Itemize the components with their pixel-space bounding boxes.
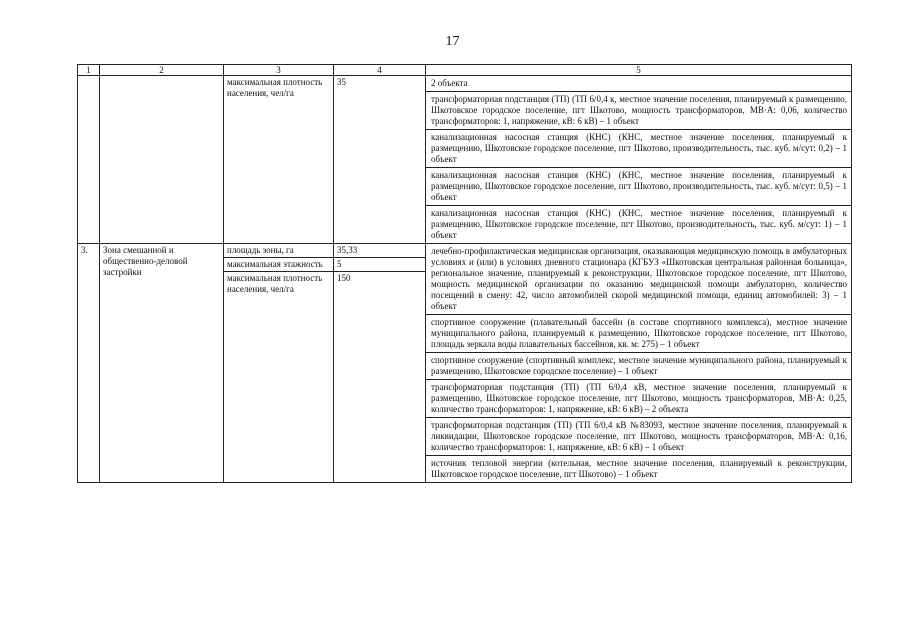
object-item: трансформаторная подстанция (ТП) (ТП 6/0,4 к, местное значение поселения, планируемый к размещению, Шкотовское городское поселение, пгт Шкотово, мощность трансформаторов, МВ·А: 0,06, количество трансформаторов: 1, напряжение, кВ: 6 кВ) – 1 объект xyxy=(426,91,851,129)
parameter-names-cell xyxy=(224,244,334,483)
column-number: 5 xyxy=(426,65,852,76)
column-number: 2 xyxy=(100,65,224,76)
zones-table xyxy=(77,64,852,483)
object-item: трансформаторная подстанция (ТП) (ТП 6/0,4 кВ №83093, местное значение поселения, планируемый к ликвидации, Шкотовское городское поселение, пгт Шкотово, мощность трансформаторов, МВ·А: 0,16, количество трансформаторов: 1, напряжение, кВ: 6 кВ) – 1 объект xyxy=(426,417,851,455)
parameter-value: 150 xyxy=(334,271,425,285)
object-item: 2 объекта xyxy=(431,78,468,88)
objects-cell xyxy=(426,76,852,244)
parameter-name: площадь зоны, га xyxy=(227,245,294,255)
object-item: канализационная насосная станция (КНС) (КНС, местное значение поселения, планируемый к размещению, Шкотовское городское поселение, пгт Шкотово, производительность, тыс. куб. м/сут: 0,5) – 1 объект xyxy=(426,167,851,205)
parameter-name-cell: максимальная плотность населения, чел/га xyxy=(224,76,334,244)
parameter-value: 5 xyxy=(334,257,425,271)
object-item: спортивное сооружение (плавательный бассейн (в составе спортивного комплекса), местное значение муниципального района, планируемый к размещению, Шкотовское городское поселение, пгт Шкотово, площадь зеркала воды плавательных бассейнов, кв. м: 275) – 1 объект xyxy=(426,314,851,352)
column-number: 4 xyxy=(334,65,426,76)
column-number-row xyxy=(78,65,852,76)
row-number-cell xyxy=(78,76,100,244)
zone-name-cell xyxy=(100,76,224,244)
parameter-values-cell xyxy=(334,244,426,483)
parameter-name: максимальная плотность населения, чел/га xyxy=(224,271,333,296)
object-item: трансформаторная подстанция (ТП) (ТП 6/0,4 кВ, местное значение поселения, планируемый к размещению, Шкотовское городское поселение, пгт Шкотово, мощность трансформаторов, МВ·А: 0,25, количество трансформаторов: 1, напряжение, кВ: 6 кВ) – 2 объекта xyxy=(426,379,851,417)
object-item: спортивное сооружение (спортивный комплекс, местное значение муниципального района, планируемый к размещению, Шкотовское городское поселение) – 1 объект xyxy=(426,352,851,379)
objects-cell xyxy=(426,244,852,483)
page-number: 17 xyxy=(445,34,460,49)
table-row xyxy=(78,76,852,244)
parameter-value: 35,33 xyxy=(337,245,358,255)
row-number-cell: 3. xyxy=(78,244,100,483)
object-item: канализационная насосная станция (КНС) (КНС, местное значение поселения, планируемый к размещению, Шкотовское городское поселение, пгт Шкотово, производительность, тыс. куб. м/сут: 0,2) – 1 объект xyxy=(426,129,851,167)
column-number: 3 xyxy=(224,65,334,76)
table-row xyxy=(78,244,852,483)
object-item: канализационная насосная станция (КНС) (КНС, местное значение поселения, планируемый к размещению, Шкотовское городское поселение, пгт Шкотово, производительность, тыс. куб. м/сут: 1) – 1 объект xyxy=(426,205,851,243)
object-item: источник тепловой энергии (котельная, местное значение поселения, планируемый к реконструкции, Шкотовское городское поселение, пгт Шкотово) – 1 объект xyxy=(426,455,851,482)
parameter-value-cell: 35 xyxy=(334,76,426,244)
object-item: лечебно-профилактическая медицинская организация, оказывающая медицинскую помощь в амбулаторных условиях и (или) в условиях дневного стационара (КГБУЗ «Шкотовская центральная районная больница», региональное значение, планируемый к реконструкции, Шкотовское городское поселение, пгт Шкотово, мощность медицинской организации по оказанию медицинской помощи амбулаторно, количество посещений в смену: 42, число автомобилей скорой медицинской помощи, единиц автомобилей: 3) – 1 объект xyxy=(431,246,847,311)
zone-name-cell: Зона смешанной и общественно-деловой застройки xyxy=(100,244,224,483)
parameter-name: максимальная этажность xyxy=(224,257,333,271)
column-number: 1 xyxy=(78,65,100,76)
